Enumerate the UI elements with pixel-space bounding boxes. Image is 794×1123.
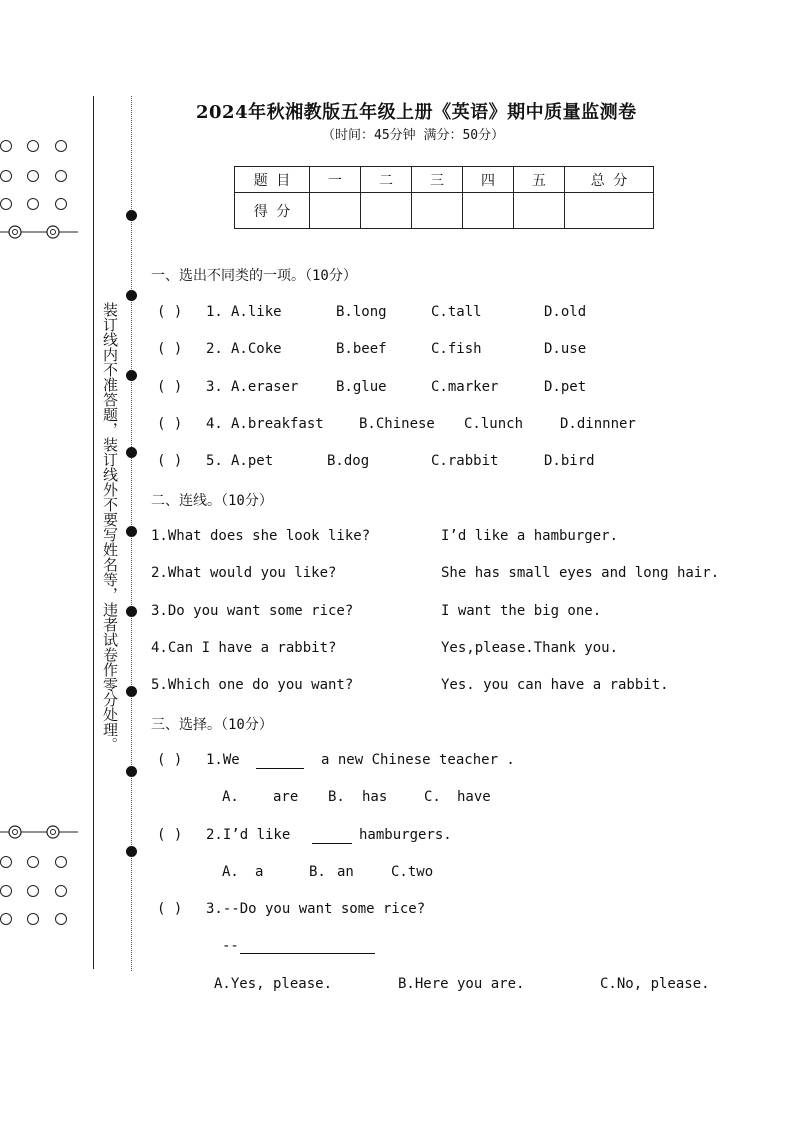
binding-dot xyxy=(126,526,137,537)
binding-dot xyxy=(126,766,137,777)
binding-dot xyxy=(126,686,137,697)
binding-dot xyxy=(126,210,137,221)
score-table-header: 题 目 xyxy=(235,167,310,193)
option-c: C.rabbit xyxy=(431,453,499,469)
binding-notice: 装订线内不准答题，装订线外不要写姓名等，违者试卷作零分处理。 xyxy=(101,302,119,752)
option-text: an xyxy=(337,864,354,880)
option-b: B.dog xyxy=(327,453,370,469)
section-heading: 三、选择。（10分） xyxy=(151,717,273,733)
fill-blank[interactable] xyxy=(240,953,375,954)
option-d: D.use xyxy=(544,341,587,357)
question-number: 4. xyxy=(206,416,223,432)
binding-dot xyxy=(126,370,137,381)
score-table-header: 四 xyxy=(463,167,514,193)
option-label: A. xyxy=(222,789,239,805)
answer-paren[interactable]: ( ) xyxy=(157,304,183,320)
match-right-item[interactable]: Yes. you can have a rabbit. xyxy=(441,677,669,693)
option-d: D.pet xyxy=(544,379,587,395)
question-number: 3. xyxy=(206,379,223,395)
match-left-item[interactable]: 3.Do you want some rice? xyxy=(151,603,354,619)
option-a: A.like xyxy=(231,304,282,320)
score-table-header: 一 xyxy=(310,167,361,193)
score-cell[interactable] xyxy=(514,193,565,229)
option-c: C.lunch xyxy=(464,416,524,432)
option-text: C.No, please. xyxy=(600,976,710,992)
score-table-header: 三 xyxy=(412,167,463,193)
score-cell[interactable] xyxy=(361,193,412,229)
fill-blank[interactable] xyxy=(256,768,304,769)
option-c: C.marker xyxy=(431,379,499,395)
option-text: are xyxy=(273,789,299,805)
question-text: 3.--Do you want some rice? xyxy=(206,901,426,917)
score-cell[interactable] xyxy=(565,193,654,229)
option-a: A.pet xyxy=(231,453,274,469)
option-b: B.beef xyxy=(336,341,387,357)
option-c: C.fish xyxy=(431,341,482,357)
option-c: C.tall xyxy=(431,304,482,320)
binding-dot xyxy=(126,606,137,617)
question-text: 1.We xyxy=(206,752,240,768)
option-text: has xyxy=(362,789,388,805)
option-text: have xyxy=(457,789,491,805)
match-right-item[interactable]: I want the big one. xyxy=(441,603,602,619)
option-text: a xyxy=(255,864,264,880)
option-text: A.Yes, please. xyxy=(214,976,333,992)
score-cell[interactable] xyxy=(310,193,361,229)
score-row-label: 得 分 xyxy=(235,193,310,229)
option-a: A.Coke xyxy=(231,341,282,357)
match-left-item[interactable]: 4.Can I have a rabbit? xyxy=(151,640,337,656)
score-table-header: 二 xyxy=(361,167,412,193)
page-subtitle: （时间：45分钟 满分：50分） xyxy=(322,128,505,143)
section-heading: 一、选出不同类的一项。（10分） xyxy=(151,268,357,284)
question-text: 2.I’d like xyxy=(206,827,291,843)
score-table-header: 五 xyxy=(514,167,565,193)
option-text: B.Here you are. xyxy=(398,976,525,992)
match-right-item[interactable]: She has small eyes and long hair. xyxy=(441,565,720,581)
binding-dot xyxy=(126,290,137,301)
match-left-item[interactable]: 2.What would you like? xyxy=(151,565,337,581)
page-title: 2024年秋湘教版五年级上册《英语》期中质量监测卷 xyxy=(196,102,637,123)
score-cell[interactable] xyxy=(412,193,463,229)
match-right-item[interactable]: I’d like a hamburger. xyxy=(441,528,619,544)
fill-blank[interactable] xyxy=(312,843,352,844)
answer-paren[interactable]: ( ) xyxy=(157,379,183,395)
option-d: D.old xyxy=(544,304,587,320)
answer-paren[interactable]: ( ) xyxy=(157,341,183,357)
option-label: C. xyxy=(424,789,441,805)
binding-dot xyxy=(126,846,137,857)
option-label: B. xyxy=(309,864,326,880)
binding-dot xyxy=(126,447,137,458)
answer-paren[interactable]: ( ) xyxy=(157,752,183,768)
option-d: D.bird xyxy=(544,453,595,469)
match-left-item[interactable]: 1.What does she look like? xyxy=(151,528,371,544)
question-text: a new Chinese teacher . xyxy=(321,752,515,768)
double-circle-connector-icon xyxy=(0,822,80,842)
score-table xyxy=(234,166,654,229)
answer-paren[interactable]: ( ) xyxy=(157,416,183,432)
answer-paren[interactable]: ( ) xyxy=(157,453,183,469)
question-text: hamburgers. xyxy=(359,827,452,843)
option-a: A.breakfast xyxy=(231,416,324,432)
section-heading: 二、连线。（10分） xyxy=(151,493,273,509)
option-text: C.two xyxy=(391,864,434,880)
option-b: B.glue xyxy=(336,379,387,395)
option-b: B.Chinese xyxy=(359,416,435,432)
question-number: 2. xyxy=(206,341,223,357)
match-right-item[interactable]: Yes,please.Thank you. xyxy=(441,640,619,656)
answer-prefix: -- xyxy=(222,938,239,954)
option-label: B. xyxy=(328,789,345,805)
option-b: B.long xyxy=(336,304,387,320)
question-number: 1. xyxy=(206,304,223,320)
score-table-header: 总 分 xyxy=(565,167,654,193)
double-circle-connector-icon xyxy=(0,222,80,242)
question-number: 5. xyxy=(206,453,223,469)
match-left-item[interactable]: 5.Which one do you want? xyxy=(151,677,354,693)
binding-line xyxy=(93,96,94,969)
option-a: A.eraser xyxy=(231,379,299,395)
answer-paren[interactable]: ( ) xyxy=(157,827,183,843)
score-cell[interactable] xyxy=(463,193,514,229)
answer-paren[interactable]: ( ) xyxy=(157,901,183,917)
option-label: A. xyxy=(222,864,239,880)
option-d: D.dinnner xyxy=(560,416,636,432)
